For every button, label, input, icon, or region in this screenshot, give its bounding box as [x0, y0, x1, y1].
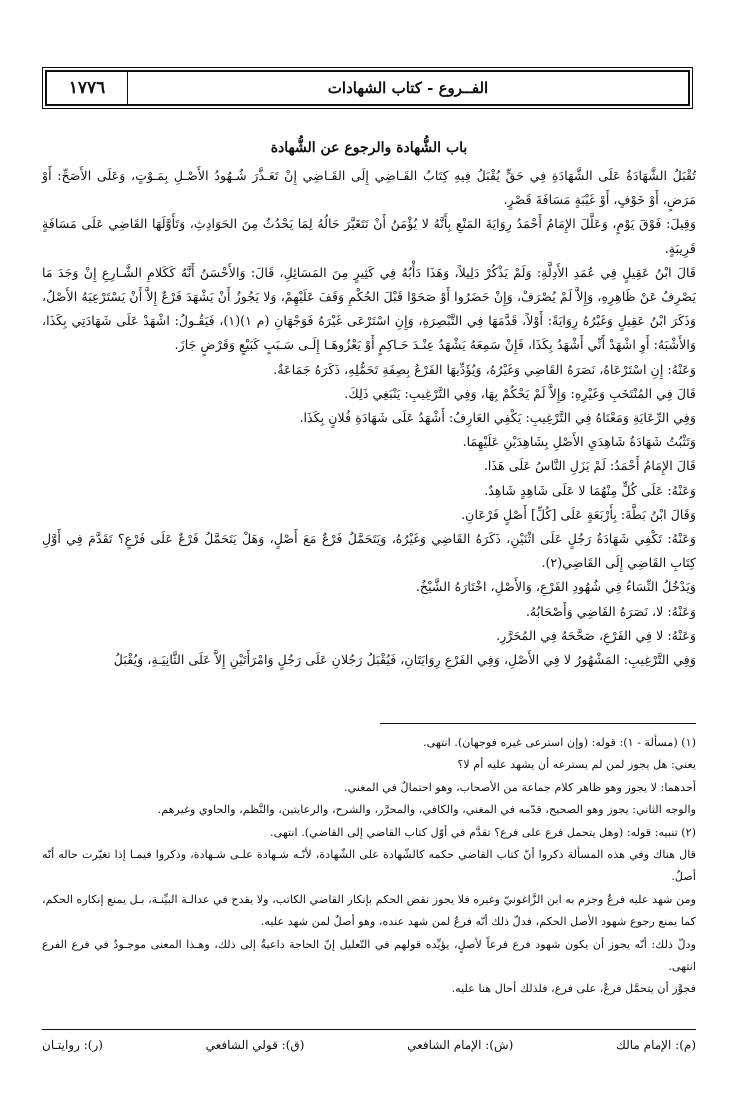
paragraph: وَعَنْهُ: لا فِي الفَرْعِ، صَحَّحَهُ فِي المُحَرَّرِ. [496, 627, 696, 643]
footnote: (٢) تنبيه: قوله: (وهل يتحمل فرع على فرع؟ تقدَّم في أوّل كتاب القاضي إلى القاضي). انتهى. [270, 825, 696, 839]
footnote: يعني: هل يجوز لمن لم يسترعه أن يشهد عليه أم لا؟ [457, 758, 696, 772]
footnote: أحدهما: لا يجوز وهو ظاهر كلام جماعة من الأصحاب، وهو احتمالٌ في المغني. [344, 780, 696, 794]
paragraph: وَقِيلَ: فَوْقَ يَوْمٍ، وَعَلَّلَ الإِمَامُ أَحْمَدُ رِوَايَةَ المَنْعِ بِأَنَّهُ لا يُؤْمَنُ أَنْ تَتَغَيَّرَ حَالُهُ لِمَا يَحْدُثُ مِنَ الحَوَادِثِ، وَتَأَوَّلَهَا القَاضِي عَلَى مَسَافَةٍ قَرِيبَةٍ. [42, 216, 696, 256]
page-header [45, 70, 690, 106]
footnote: والوجه الثاني: يجوز وهو الصحيح، قدّمه في المغني، والكافي، والمحرَّر، والشرح، والرعايتين، والنَّظم، والحاوي وغيرهم. [157, 803, 696, 817]
running-title: الفــروع - كتاب الشهادات [327, 79, 489, 97]
paragraph: وَعَنْهُ: تَكْفِي شَهَادَةُ رَجُلٍ عَلَى اثْنَيْنِ، ذَكَرَهُ القَاضِي وَغَيْرُهُ، وَيَتَحَمَّلُ فَرْعٌ مَعَ أَصْلٍ، وَهَلْ يَتَحَمَّلُ فَرْعٌ عَلَى فَرْعٍ؟ تَقَدَّمَ فِي أَوَّلِ كِتَابِ القَاضِي إِلَى القَاضِي(٢). [42, 531, 696, 571]
legend-item-two-narrations: (ر): روايتـان [42, 1038, 103, 1052]
paragraph: وَعَنْهُ: لا، نَصَرَهُ القَاضِي وَأَصْحَابُهُ. [525, 603, 696, 619]
paragraph: وَعَنْهُ: إِنِ اسْتَرْعَاهُ، نَصَرَهُ القَاضِي وَغَيْرُهُ، وَيُؤَدِّيهَا الفَرْعُ بِصِفَةِ تَحَمُّلِهِ، ذَكَرَهُ جَمَاعَةٌ. [273, 361, 696, 377]
chapter-title: باب الشُّهادة والرجوع عن الشُّهادة [270, 140, 468, 156]
footnote: ودلّ ذلك: أنّه يجوز أن يكون شهود فرع فرعاً لأصلٍ، يؤيِّده قولهم في التّعليل إنّ الحاجة داعيةٌ إلى ذلك، وهـذا المعنى موجـودٌ في فرع الفرع انتهى. [42, 937, 696, 974]
paragraph: وَفِي الرِّعَايَةِ وَمَعْنَاهُ فِي التَّرْغِيبِ: يَكْفِي العَارِفُ: أَشْهَدُ عَلَى شَهَادَةِ فُلانٍ بِكَذَا. [299, 410, 696, 426]
legend-item-shafii: (ش): الإمام الشافعي [407, 1038, 514, 1052]
main-text [42, 140, 696, 672]
footnote: ومن شهد عليه فرعٌ وجزم به ابن الزَّاغونيّ وغيره فلا يجوز نقض الحكم بإنكار القاضي الكاتب، ولا يقدح في عدالـة البيِّنـة، بـل يمنع إنكاره الحكم، كما يمنع رجوع شهود الأصل الحكم، فدلّ ذلك أنّه فرعٌ لمن شهد عنده، وهو أصلٌ لمن شهد عليه. [42, 892, 696, 929]
footnote: قال هناك وفي هذه المسألة ذكروا أنّ كتاب القاضي حكمه كالشّهادة على الشّهادة، لأنّـه شـهادة علـى شـهادة، وذكروا فيمـا إذا تغيّرت حاله أنّه أصلٌ. [42, 848, 696, 884]
footnote: فجوَّز أن يتحمَّل فرعٌ، على فرع، فلذلك أحال هنا عليه. [451, 982, 696, 996]
paragraph: وَيَدْخُلُ النِّسَاءُ فِي شُهُودِ الفَرْعِ، وَالأَصْلِ، اخْتَارَهُ الشَّيْخُ. [415, 579, 696, 595]
paragraph: قَالَ ابْنُ عَقِيلٍ فِي عُمَدِ الأَدِلَّةِ: وَلَمْ يَذْكُرْ دَلِيلاً، وَهَذَا دَأْبُهُ فِي كَثِيرٍ مِنَ المَسَائِلِ، قَالَ: وَالأَحْسَنُ أَنَّهُ كَكَلامِ الشَّـارِعِ إِنْ وَجَدَ مَا يَصْرِفُ عَنْ ظَاهِرِهِ، وَإِلاَّ لَمْ يُصْرَفْ، وَإِنْ حَضَرُوا أَوْ صَحَوْا قَبْلَ الحُكْمِ وَقَفَ عَلَيْهِمْ، وَلا يَجُوزُ أَنْ يَشْهَدَ فَرْعٌ إِلاَّ أَنْ يَسْتَرْعِيَهُ الأَصْلُ، وَذَكَرَ ابْنُ عَقِيلٍ وَغَيْرُهُ رِوَايَةً: أَوْلاً، قَدَّمَهَا فِي التَّبْصِرَةِ، وَإِنِ اسْتَرْعَى غَيْرَهُ فَوَجْهَانِ (م ١)(١)، فَيَقُـولُ: اشْهَدْ عَلَى شَهَادَتِي بِكَذَا، وَالأَشْبَهُ: أَوِ اشْهَدْ أَنِّي أَشْهَدُ بِكَذَا، فَإِنْ سَمِعَهُ يَشْهَدُ عِنْـدَ حَـاكِمٍ أَوْ يَعْزُوهَـا إِلَـى سَـبَبٍ كَبَيْعٍ وَقَرْضٍ جَازَ. [42, 264, 696, 353]
abbreviations-legend [42, 1034, 696, 1056]
page-number: ١٧٧٦ [47, 72, 128, 104]
footnote: (١) (مسألة - ١): قوله: (وإن استرعى غيره فوجهان). انتهى. [423, 736, 696, 749]
footer-divider [42, 1029, 696, 1030]
legend-item-malik: (م): الإمام مالك [615, 1038, 696, 1052]
footnotes [42, 732, 696, 1001]
paragraph: قَالَ الإِمَامُ أَحْمَدُ: لَمْ يَزَلِ النَّاسُ عَلَى هَذَا. [483, 458, 696, 474]
paragraph: قَالَ فِي المُنْتَخَبِ وَغَيْرِهِ: وَإِلاَّ لَمْ يَحْكُمْ بِهَا، وَفِي التَّرْغِيبِ: يَنْبَغِي ذَلِكَ. [344, 385, 696, 401]
footnote-divider [380, 723, 696, 724]
paragraph: وَتَثْبُتُ شَهَادَةُ شَاهِدَيِ الأَصْلِ بِشَاهِدَيْنِ عَلَيْهِمَا. [462, 434, 696, 450]
legend-item-shafii-opinions: (ق): قولي الشافعي [205, 1038, 305, 1052]
paragraph: تُقْبَلُ الشَّهَادَةُ عَلَى الشَّهَادَةِ فِي حَقٍّ يُقْبَلُ فِيهِ كِتَابُ القَـاضِي إِلَى القَـاضِي إِنْ تَعَـذَّرَ شُـهُودُ الأَصْـلِ بِمَـوْتٍ، وَعَلَى الأَصَحِّ: أَوْ مَرَضٍ، أَوْ خَوْفٍ، أَوْ غَيْبَةٍ مَسَافَةَ قَصْرٍ. [42, 168, 696, 208]
paragraph: وَعَنْهُ: عَلَى كُلٍّ مِنْهُمَا لا عَلَى شَاهِدٍ شَاهِدٌ. [484, 482, 696, 498]
paragraph: وَفِي التَّرْغِيبِ: المَشْهُورُ لا فِي الأَصْلِ، وَفِي الفَرْعِ رِوَايَتَانِ، فَيُقْبَلُ رَجُلانِ عَلَى رَجُلٍ وَامْرَأَتَيْنِ إِلاَّ عَلَى الثَّانِيَـةِ، وَيُقْبَلُ [113, 652, 696, 668]
paragraph: وَقَالَ ابْنُ بَطَّةَ: بِأَرْبَعَةٍ عَلَى [كُلِّ] أَصْلٍ فَرْعَانِ. [461, 506, 696, 522]
